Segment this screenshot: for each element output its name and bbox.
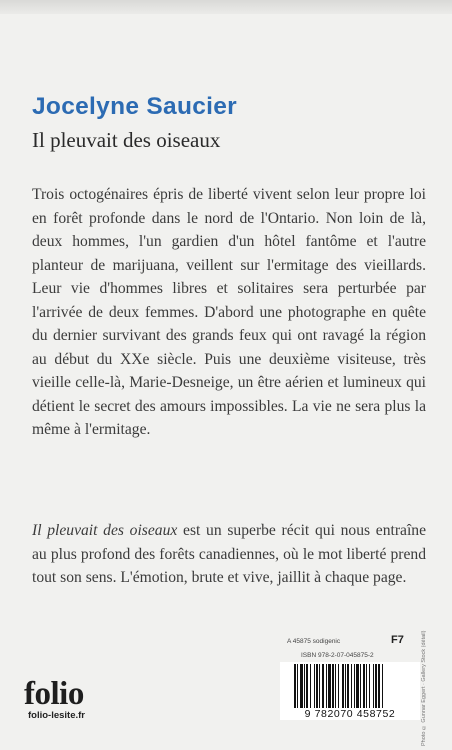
barcode-bar (366, 664, 367, 708)
barcode-bar (378, 664, 380, 708)
barcode-bar (382, 664, 383, 708)
review-text: est un superbe récit qui nous entraîne au plus profond des forêts canadiennes, où le mot liberté prend tout son sens. L'émotion, brute et vive, jaillit à chaque page. (32, 522, 426, 586)
barcode-bar (310, 664, 311, 708)
price-code: A 45875 sodigenic (287, 638, 341, 645)
barcode (280, 662, 420, 720)
barcode-bar (297, 664, 298, 708)
barcode-bar (316, 664, 318, 708)
barcode-bar (335, 664, 336, 708)
isbn-text: ISBN 978-2-07-045875-2 (301, 652, 374, 659)
barcode-bar (322, 664, 324, 708)
barcode-bars (294, 664, 406, 708)
barcode-bar (354, 664, 355, 708)
barcode-bar (360, 664, 361, 708)
barcode-number: 9 782070 458752 (304, 708, 396, 720)
barcode-bar (363, 664, 365, 708)
barcode-bar (369, 664, 370, 708)
price-category: F7 (391, 634, 404, 646)
barcode-bar (375, 664, 377, 708)
barcode-bar (332, 664, 334, 708)
barcode-bar (304, 664, 305, 708)
review-paragraph (32, 519, 426, 590)
top-edge-strip (0, 0, 452, 14)
author-name: Jocelyne Saucier (32, 93, 237, 120)
barcode-bar (328, 664, 331, 708)
folio-website: folio-lesite.fr (28, 710, 86, 721)
barcode-bar (319, 664, 320, 708)
barcode-bar (306, 664, 308, 708)
barcode-bar (326, 664, 327, 708)
barcode-bar (342, 664, 344, 708)
blurb-paragraph: Trois octogénaires épris de liberté vivent selon leur propre loi en forêt profonde dans le nord de l'Ontario. Non loin de là, deux hommes, l'un gardien d'un hôtel fantôme et l'autre planteur de marijuana, veillent sur l'ermitage des vieillards. Leur vie d'hommes libres et solitaires sera perturbée par l'arrivée de deux femmes. D'abord une photographe en quête du dernier survivant des grands feux qui ont ravagé la région au début du XXe siècle. Puis une deuxième visiteuse, très vieille celle-là, Marie-Desneige, un être aérien et lumineux qui détient le secret des amours impossibles. La vie ne sera plus la même à l'ermitage. (32, 186, 426, 438)
review-book-title: Il pleuvait des oiseaux (32, 522, 178, 539)
folio-logo: folio (24, 676, 84, 712)
barcode-bar (345, 664, 346, 708)
photo-credit: Photo © Gunnar Eggert · Gallery Stock (détail) (421, 630, 427, 746)
barcode-bar (351, 664, 352, 708)
barcode-bar (314, 664, 315, 708)
barcode-bar (338, 664, 339, 708)
barcode-bar (356, 664, 359, 708)
barcode-bar (347, 664, 349, 708)
book-title: Il pleuvait des oiseaux (32, 128, 221, 152)
barcode-bar (300, 664, 303, 708)
barcode-bar (373, 664, 374, 708)
barcode-bar (294, 664, 296, 708)
